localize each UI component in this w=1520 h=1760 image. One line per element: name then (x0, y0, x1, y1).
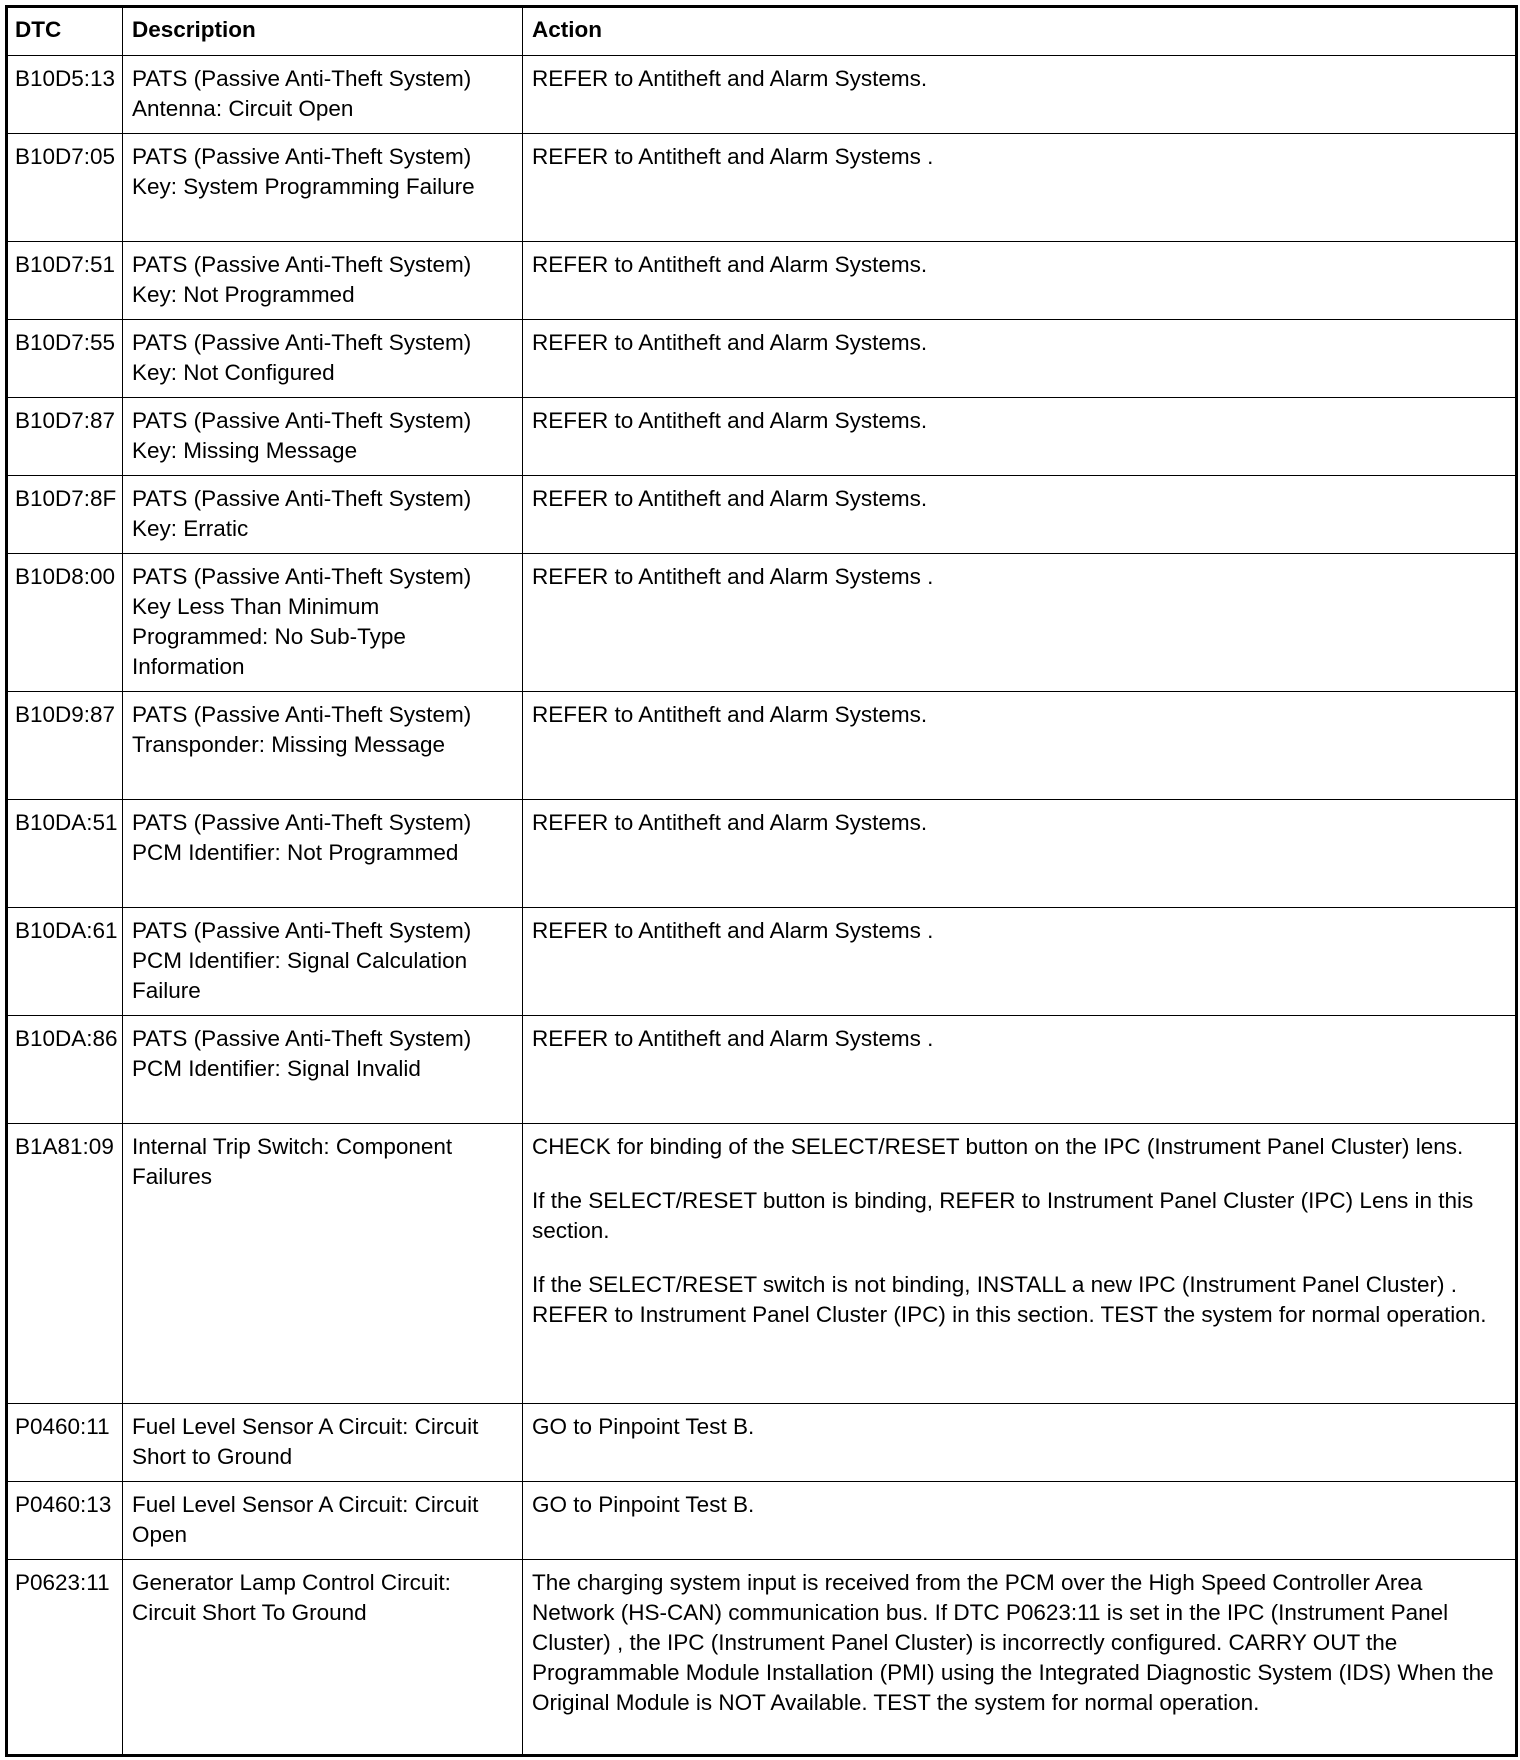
dtc-table (5, 5, 1518, 1757)
dtc-code: P0460:11 (7, 1404, 123, 1482)
action-text: REFER to Antitheft and Alarm Systems. (532, 810, 928, 835)
table-row (7, 1016, 1517, 1124)
table-row (7, 56, 1517, 134)
action-text: GO to Pinpoint Test B. (532, 1414, 755, 1439)
dtc-code: B10D8:00 (7, 554, 123, 692)
dtc-code: P0460:13 (7, 1482, 123, 1560)
dtc-description: PATS (Passive Anti-Theft System) Key: Not Configured (123, 320, 523, 398)
dtc-action (523, 800, 1517, 908)
table-row (7, 692, 1517, 800)
dtc-code: P0623:11 (7, 1560, 123, 1756)
dtc-description: PATS (Passive Anti-Theft System) Key Less Than Minimum Programmed: No Sub-Type Information (123, 554, 523, 692)
dtc-code: B10D7:87 (7, 398, 123, 476)
dtc-action (523, 908, 1517, 1016)
action-text: REFER to Antitheft and Alarm Systems . (532, 1026, 934, 1051)
header-row (7, 7, 1517, 56)
action-text: REFER to Antitheft and Alarm Systems. (532, 486, 928, 511)
dtc-code: B10D7:55 (7, 320, 123, 398)
action-text: CHECK for binding of the SELECT/RESET button on the IPC (Instrument Panel Cluster) lens. (532, 1134, 1464, 1159)
action-text: REFER to Antitheft and Alarm Systems. (532, 252, 928, 277)
dtc-description: PATS (Passive Anti-Theft System) Transponder: Missing Message (123, 692, 523, 800)
table-row (7, 1560, 1517, 1756)
dtc-action (523, 476, 1517, 554)
dtc-action (523, 134, 1517, 242)
action-text: GO to Pinpoint Test B. (532, 1492, 755, 1517)
dtc-action (523, 554, 1517, 692)
dtc-action (523, 692, 1517, 800)
dtc-description: PATS (Passive Anti-Theft System) Antenna: Circuit Open (123, 56, 523, 134)
table-row (7, 1482, 1517, 1560)
header-action: Action (523, 7, 1517, 56)
action-text: REFER to Antitheft and Alarm Systems . (532, 918, 934, 943)
action-text: If the SELECT/RESET switch is not binding, INSTALL a new IPC (Instrument Panel Cluster) . REFER to Instrument Panel Cluster (IPC) in this section. TEST the system for normal operation. (532, 1272, 1487, 1327)
table-row (7, 242, 1517, 320)
table-row (7, 398, 1517, 476)
dtc-description: PATS (Passive Anti-Theft System) Key: Missing Message (123, 398, 523, 476)
dtc-description: PATS (Passive Anti-Theft System) Key: Not Programmed (123, 242, 523, 320)
table-row (7, 800, 1517, 908)
dtc-code: B10D7:05 (7, 134, 123, 242)
dtc-description: Internal Trip Switch: Component Failures (123, 1124, 523, 1404)
dtc-action (523, 56, 1517, 134)
dtc-action (523, 1560, 1517, 1756)
table-row (7, 908, 1517, 1016)
header-description: Description (123, 7, 523, 56)
dtc-description: PATS (Passive Anti-Theft System) PCM Identifier: Signal Invalid (123, 1016, 523, 1124)
dtc-action (523, 242, 1517, 320)
dtc-code: B10DA:61 (7, 908, 123, 1016)
action-text: REFER to Antitheft and Alarm Systems. (532, 408, 928, 433)
dtc-code: B10D7:8F (7, 476, 123, 554)
header-dtc: DTC (7, 7, 123, 56)
dtc-action (523, 1016, 1517, 1124)
dtc-description: PATS (Passive Anti-Theft System) PCM Identifier: Signal Calculation Failure (123, 908, 523, 1016)
dtc-description: Fuel Level Sensor A Circuit: Circuit Open (123, 1482, 523, 1560)
dtc-description: Generator Lamp Control Circuit: Circuit Short To Ground (123, 1560, 523, 1756)
dtc-action (523, 1404, 1517, 1482)
dtc-action (523, 1482, 1517, 1560)
dtc-code: B10D9:87 (7, 692, 123, 800)
action-text: The charging system input is received from the PCM over the High Speed Controller Area Network (HS-CAN) communication bus. If DTC P0623:11 is set in the IPC (Instrument Panel Cluster) , the IPC (Instrument Panel Cluster) is incorrectly configured. CARRY OUT the Programmable Module Installation (PMI) using the Integrated Diagnostic System (IDS) When the Original Module is NOT Available. TEST the system for normal operation. (532, 1570, 1494, 1715)
dtc-description: PATS (Passive Anti-Theft System) Key: Erratic (123, 476, 523, 554)
action-text: REFER to Antitheft and Alarm Systems. (532, 702, 928, 727)
action-text: REFER to Antitheft and Alarm Systems. (532, 66, 928, 91)
dtc-code: B10D7:51 (7, 242, 123, 320)
table-row (7, 1124, 1517, 1404)
table-row (7, 134, 1517, 242)
table-row (7, 476, 1517, 554)
table-row (7, 554, 1517, 692)
action-text: REFER to Antitheft and Alarm Systems . (532, 564, 934, 589)
dtc-code: B10DA:86 (7, 1016, 123, 1124)
dtc-code: B10D5:13 (7, 56, 123, 134)
dtc-action (523, 398, 1517, 476)
action-text: If the SELECT/RESET button is binding, REFER to Instrument Panel Cluster (IPC) Lens in this section. (532, 1188, 1474, 1243)
dtc-description: PATS (Passive Anti-Theft System) Key: System Programming Failure (123, 134, 523, 242)
action-text: REFER to Antitheft and Alarm Systems. (532, 330, 928, 355)
dtc-action (523, 1124, 1517, 1404)
dtc-code: B10DA:51 (7, 800, 123, 908)
action-text: REFER to Antitheft and Alarm Systems . (532, 144, 934, 169)
table-row (7, 320, 1517, 398)
dtc-code: B1A81:09 (7, 1124, 123, 1404)
dtc-description: Fuel Level Sensor A Circuit: Circuit Short to Ground (123, 1404, 523, 1482)
table-row (7, 1404, 1517, 1482)
dtc-action (523, 320, 1517, 398)
dtc-description: PATS (Passive Anti-Theft System) PCM Identifier: Not Programmed (123, 800, 523, 908)
